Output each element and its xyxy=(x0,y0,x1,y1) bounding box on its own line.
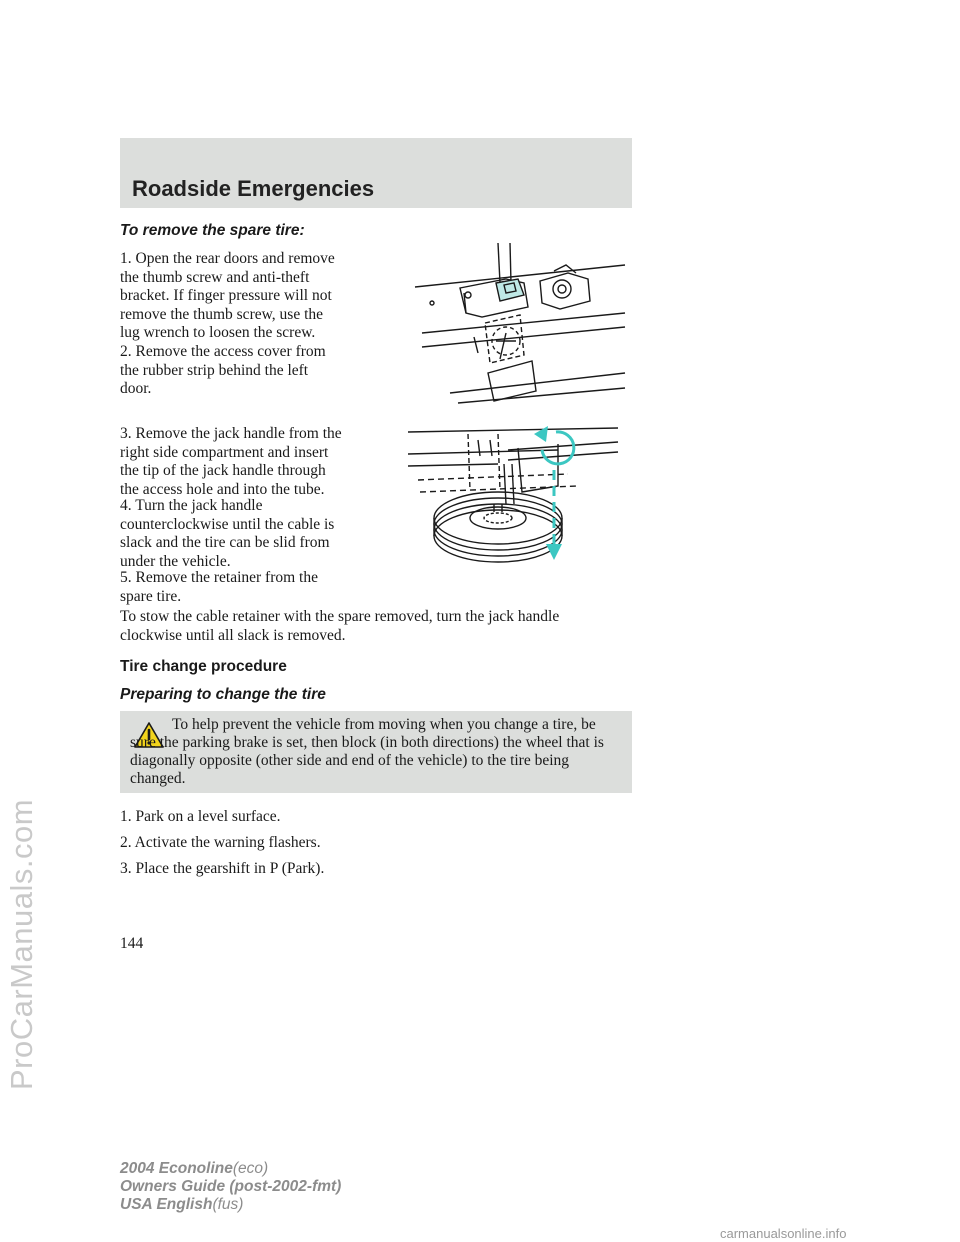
remove-step-2: 2. Remove the access cover from the rubber strip behind the left door. xyxy=(120,343,326,397)
bottom-watermark: carmanualsonline.info xyxy=(720,1226,847,1241)
remove-spare-heading: To remove the spare tire: xyxy=(120,222,305,239)
footer-language: USA English xyxy=(120,1196,213,1213)
footer-guide: Owners Guide (post-2002-fmt) xyxy=(120,1178,342,1195)
remove-step-3: 3. Remove the jack handle from the right side compartment and insert the tip of the jack handle through the access hole and into the tube. xyxy=(120,425,342,498)
remove-step-1: 1. Open the rear doors and remove the thumb screw and anti-theft bracket. If finger pressure will not remove the thumb screw, use the lug wrench to loosen the screw. xyxy=(120,250,335,341)
stow-note: To stow the cable retainer with the spare removed, turn the jack handle clockwise until all slack is removed. xyxy=(120,608,560,644)
jack-handle-spare-tire-illustration xyxy=(408,420,632,568)
document-footer xyxy=(120,1160,341,1214)
prep-step-3: 3. Place the gearshift in P (Park). xyxy=(120,860,325,877)
thumb-screw-bracket-illustration xyxy=(410,243,632,413)
remove-step-5: 5. Remove the retainer from the spare tire. xyxy=(120,569,318,605)
footer-model-code: (eco) xyxy=(232,1160,269,1177)
footer-model: 2004 Econoline xyxy=(120,1160,233,1177)
remove-step-4: 4. Turn the jack handle counterclockwise until the cable is slack and the tire can be slid from under the vehicle. xyxy=(120,497,335,570)
side-watermark: ProCarManuals.com xyxy=(4,798,39,1090)
section-title: Roadside Emergencies xyxy=(132,176,375,201)
prep-step-1: 1. Park on a level surface. xyxy=(120,808,281,825)
warning-text: To help prevent the vehicle from moving when you change a tire, be sure the parking brake is set, then block (in both directions) the wheel that is diagonally opposite (other side and end of the vehicle) to the tire being changed. xyxy=(130,716,604,787)
page-number: 144 xyxy=(120,935,144,952)
tire-change-heading: Tire change procedure xyxy=(120,658,287,675)
prep-step-2: 2. Activate the warning flashers. xyxy=(120,834,321,851)
preparing-subheading: Preparing to change the tire xyxy=(120,686,326,703)
footer-language-code: (fus) xyxy=(212,1196,244,1213)
